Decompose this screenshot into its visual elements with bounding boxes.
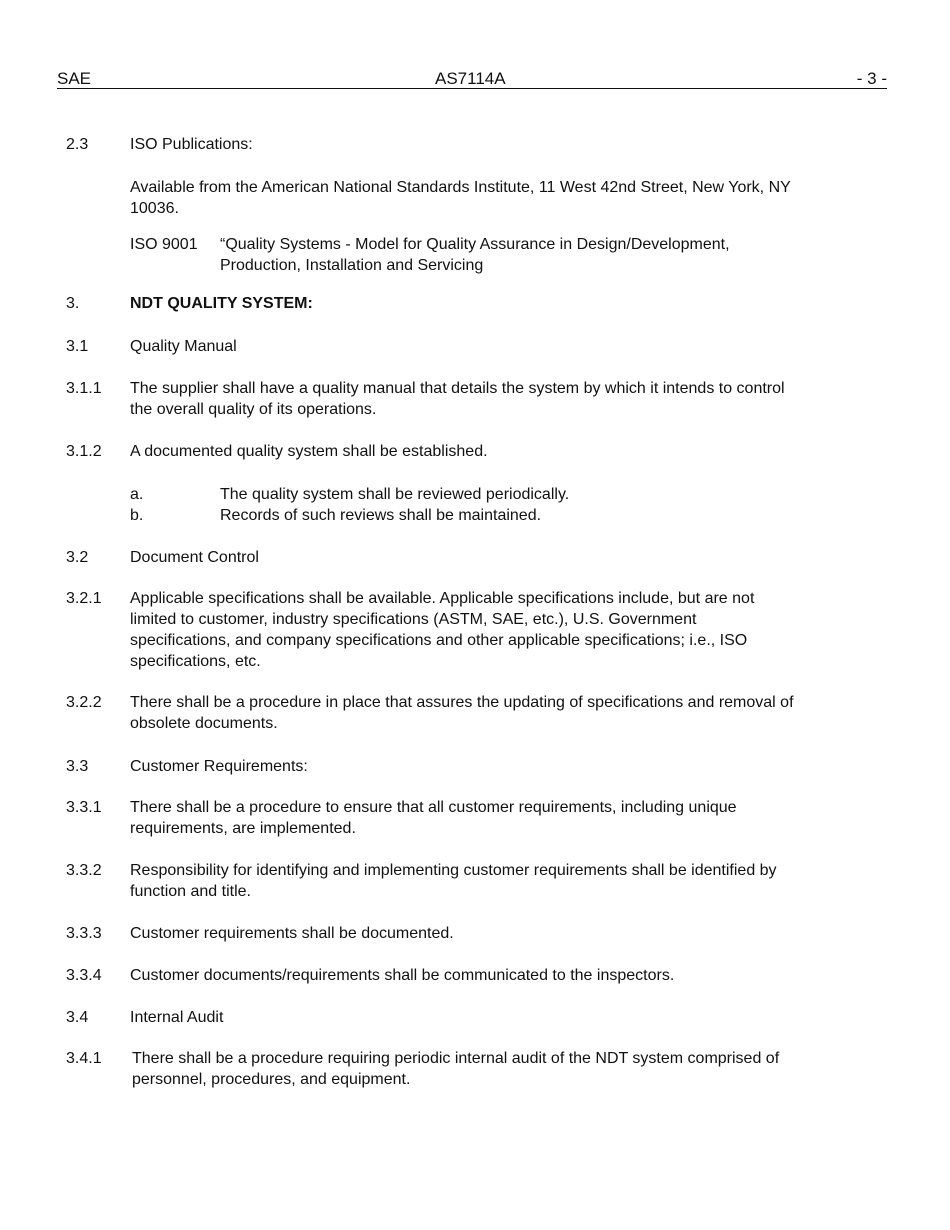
header-org: SAE — [57, 69, 92, 88]
paragraph-line: Responsibility for identifying and implementing customer requirements shall be identified by — [130, 862, 777, 879]
section-number: 3.4.1 — [66, 1050, 102, 1067]
paragraph-line: 10036. — [130, 200, 179, 217]
paragraph-line: specifications, etc. — [130, 653, 261, 670]
section-text — [130, 860, 830, 902]
list-item-text: The quality system shall be reviewed periodically. — [220, 486, 570, 503]
section-heading: Customer Requirements: — [130, 758, 308, 775]
section-text — [130, 797, 830, 839]
paragraph-line: requirements, are implemented. — [130, 820, 356, 837]
section-number: 3.3.4 — [66, 967, 102, 984]
section-heading: Internal Audit — [130, 1009, 224, 1026]
list-item-letter: a. — [130, 486, 144, 503]
section-number: 3.1.1 — [66, 380, 102, 397]
paragraph-line: There shall be a procedure in place that assures the updating of specifications and removal of — [130, 694, 794, 711]
section-text: Customer requirements shall be documented. — [130, 925, 454, 942]
section-number: 3.1.2 — [66, 443, 102, 460]
section-heading: Document Control — [130, 549, 259, 566]
paragraph-line: personnel, procedures, and equipment. — [132, 1071, 411, 1088]
section-heading: Quality Manual — [130, 338, 237, 355]
section-number: 3.2.1 — [66, 590, 102, 607]
section-text — [130, 692, 830, 734]
section-number: 2.3 — [66, 136, 89, 153]
paragraph-line: specifications, and company specifications and other applicable specifications; i.e., ISO — [130, 632, 748, 649]
section-number: 3.4 — [66, 1009, 89, 1026]
section-number: 3.2 — [66, 549, 89, 566]
paragraph-line: There shall be a procedure requiring periodic internal audit of the NDT system comprised of — [132, 1050, 780, 1067]
paragraph-line: “Quality Systems - Model for Quality Assurance in Design/Development, — [220, 236, 730, 253]
paragraph-line: obsolete documents. — [130, 715, 278, 732]
section-text: Customer documents/requirements shall be communicated to the inspectors. — [130, 967, 675, 984]
page-header — [57, 66, 887, 89]
section-text — [130, 378, 830, 420]
paragraph-line: Production, Installation and Servicing — [220, 257, 484, 274]
section-text — [130, 588, 830, 672]
reference-title — [220, 234, 780, 276]
paragraph-line: Applicable specifications shall be available. Applicable specifications include, but are not — [130, 590, 755, 607]
section-text: A documented quality system shall be established. — [130, 443, 488, 460]
availability-paragraph — [130, 177, 830, 219]
section-heading: NDT QUALITY SYSTEM: — [130, 295, 313, 312]
section-text — [132, 1048, 832, 1090]
section-number: 3. — [66, 295, 80, 312]
section-number: 3.3.3 — [66, 925, 102, 942]
section-number: 3.3 — [66, 758, 89, 775]
list-item-letter: b. — [130, 507, 144, 524]
section-number: 3.3.1 — [66, 799, 102, 816]
list-item-text: Records of such reviews shall be maintained. — [220, 507, 542, 524]
reference-code: ISO 9001 — [130, 236, 198, 253]
section-heading: ISO Publications: — [130, 136, 253, 153]
paragraph-line: There shall be a procedure to ensure that all customer requirements, including unique — [130, 799, 737, 816]
section-number: 3.2.2 — [66, 694, 102, 711]
paragraph-line: function and title. — [130, 883, 251, 900]
section-number: 3.1 — [66, 338, 89, 355]
paragraph-line: The supplier shall have a quality manual that details the system by which it intends to control — [130, 380, 785, 397]
header-page-number: - 3 - — [856, 69, 887, 88]
paragraph-line: limited to customer, industry specifications (ASTM, SAE, etc.), U.S. Government — [130, 611, 697, 628]
paragraph-line: the overall quality of its operations. — [130, 401, 377, 418]
paragraph-line: Available from the American National Standards Institute, 11 West 42nd Street, New York, NY — [130, 179, 791, 196]
section-number: 3.3.2 — [66, 862, 102, 879]
header-doc-number: AS7114A — [435, 69, 506, 88]
